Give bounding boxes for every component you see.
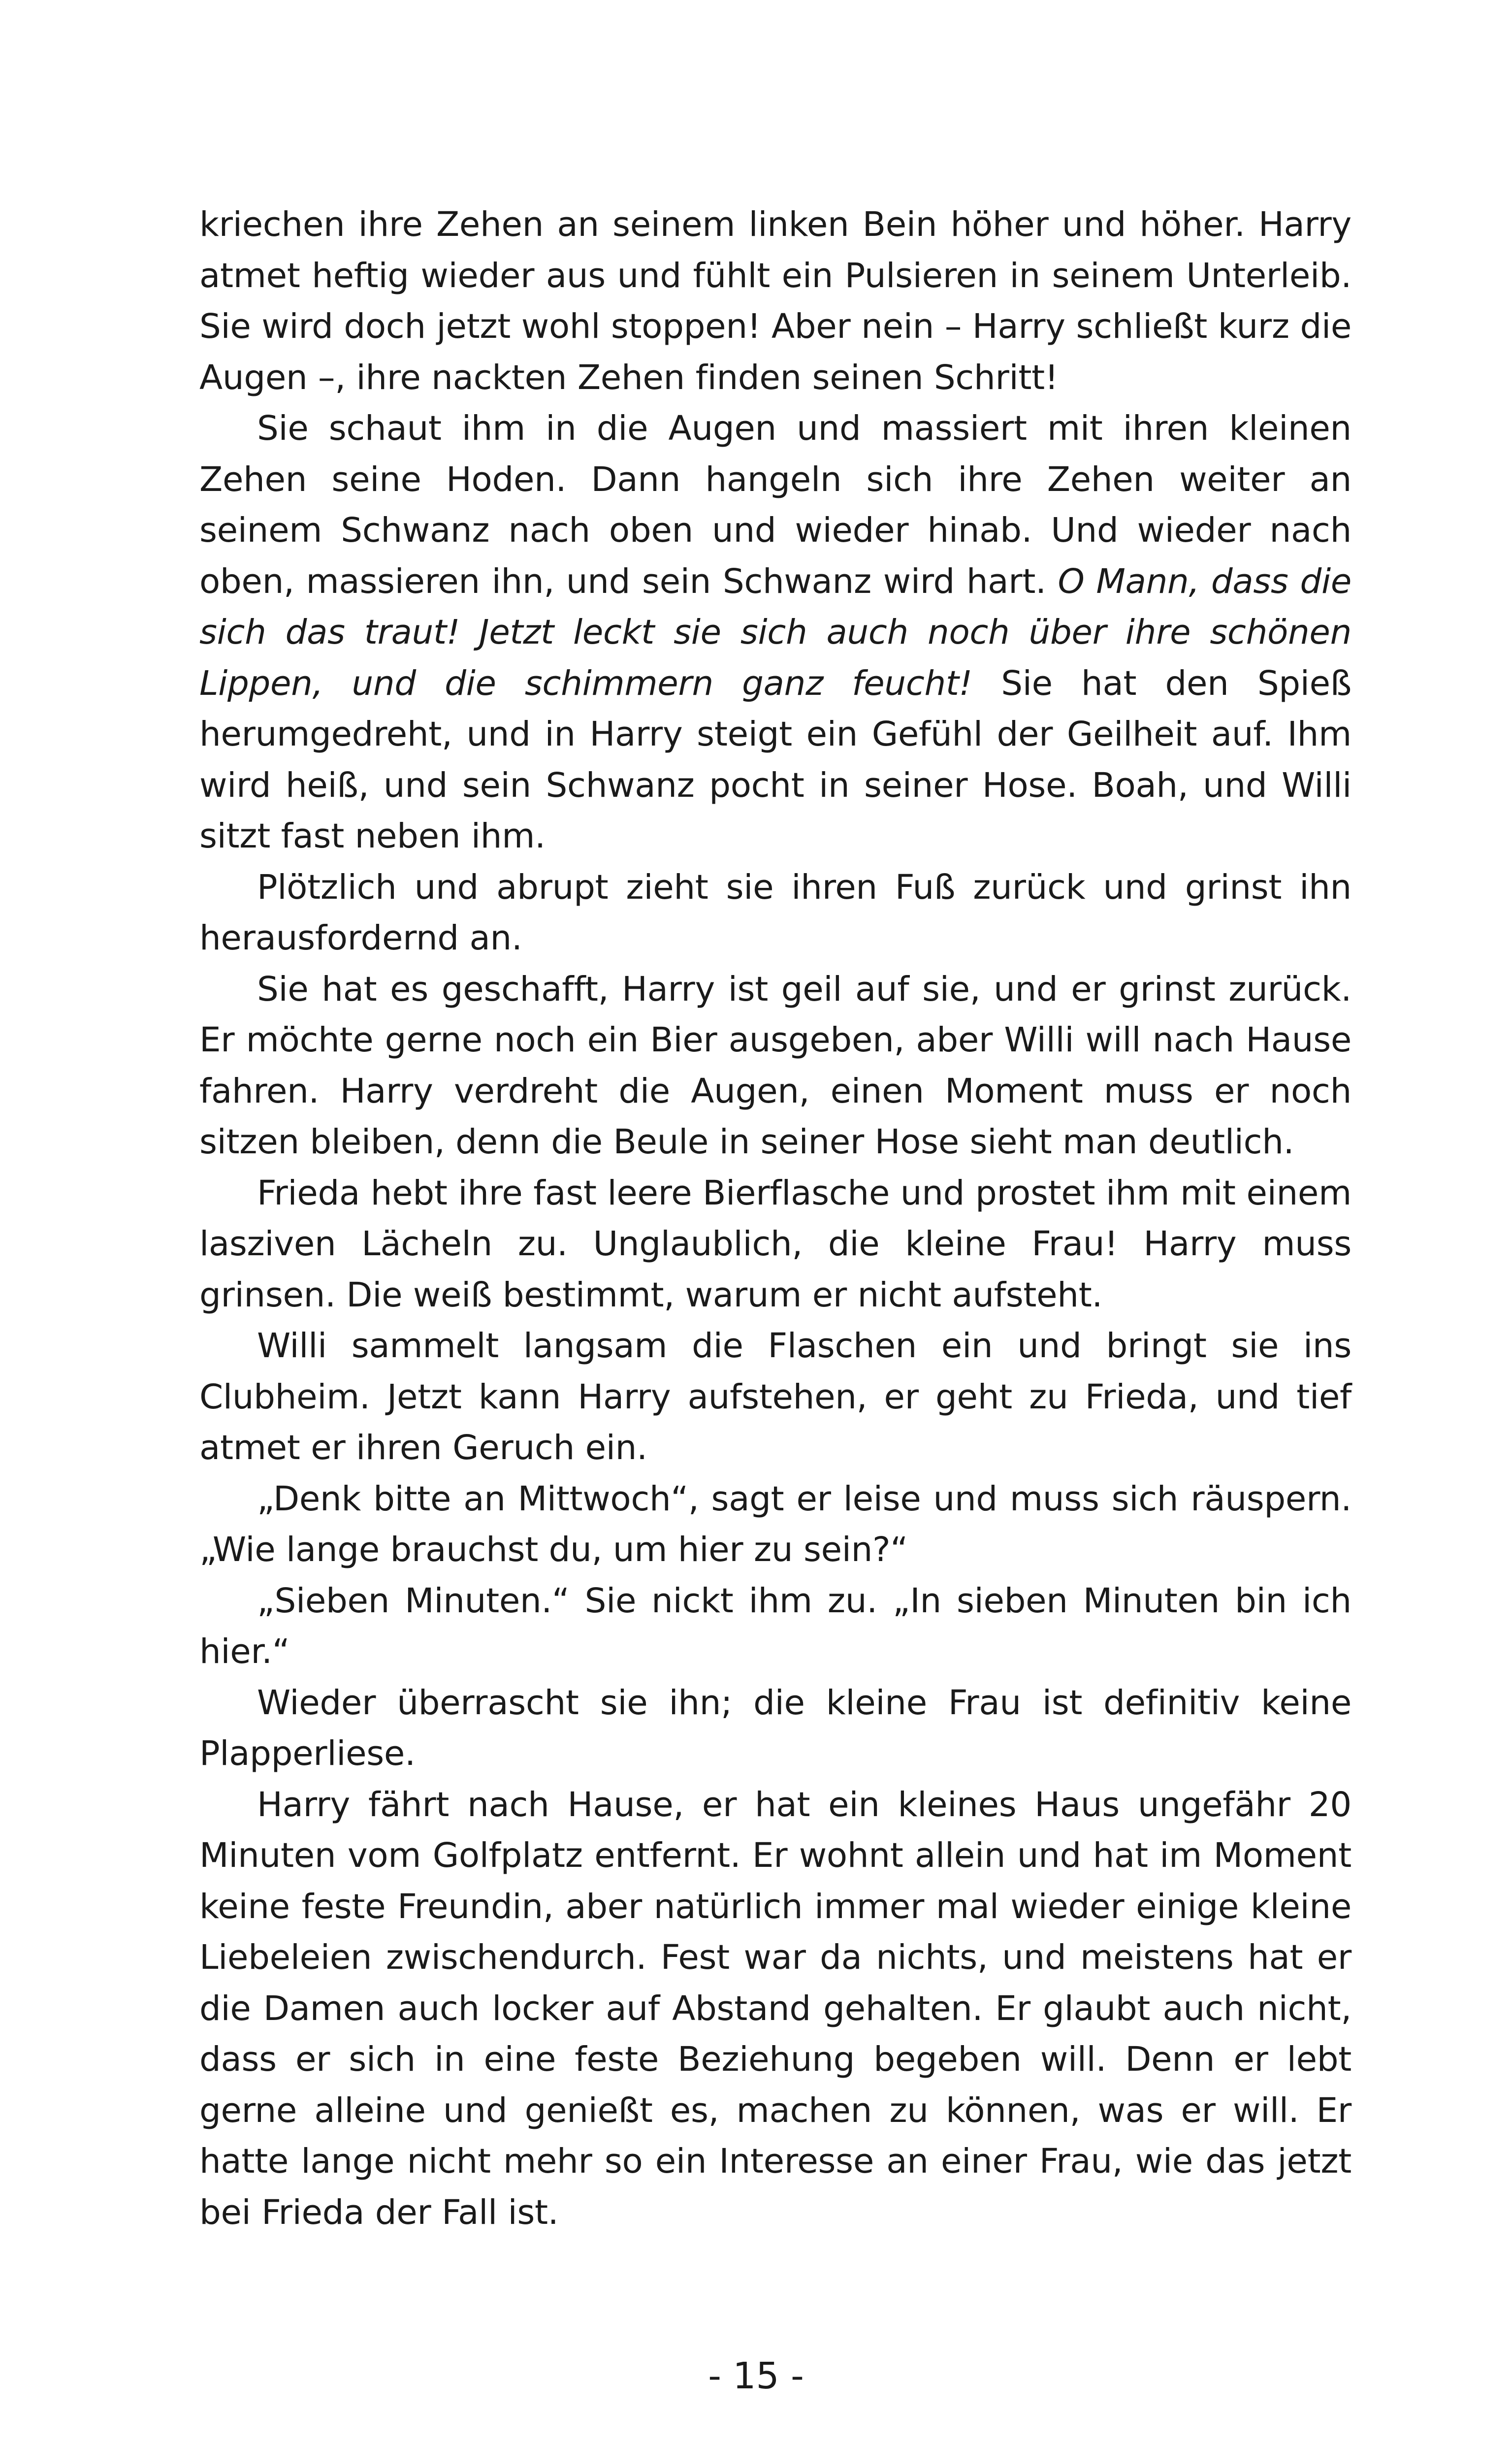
body-text: [199, 199, 1351, 2238]
paragraph-10: [199, 1780, 1351, 2239]
paragraph-5: [199, 1168, 1351, 1321]
paragraph-9: [199, 1678, 1351, 1780]
paragraph-text: Sie schaut ihm in die Augen und massiert mit ihren kleinen Zehen seine Hoden. Dann hangeln sich ihre Zehen weiter an seinem Schwanz nach oben und wieder hinab. Und wieder nach oben, massieren ihn, und sein Schwanz wird hart.: [199, 409, 1351, 601]
paragraph-4: [199, 964, 1351, 1168]
paragraph-text: Sie hat es geschafft, Harry ist geil auf sie, und er grinst zurück. Er möchte gerne noch ein Bier ausgeben, aber Willi will nach Hause fahren. Harry verdreht die Augen, einen Moment muss er noch sitzen bleiben, denn die Beule in seiner Hose sieht man deutlich.: [199, 969, 1351, 1162]
page-number: - 15 -: [708, 2355, 804, 2397]
paragraph-8: [199, 1576, 1351, 1678]
paragraph-7: [199, 1474, 1351, 1576]
paragraph-text: Harry fährt nach Hause, er hat ein kleines Haus ungefähr 20 Minuten vom Golfplatz entfernt. Er wohnt allein und hat im Moment keine feste Freundin, aber natürlich immer mal wieder einige kleine Liebeleien zwischendurch. Fest war da nichts, und meistens hat er die Damen auch locker auf Abstand gehalten. Er glaubt auch nicht, dass er sich in eine feste Beziehung begeben will. Denn er lebt gerne alleine und genießt es, machen zu können, was er will. Er hatte lange nicht mehr so ein Interesse an einer Frau, wie das jetzt bei Frieda der Fall ist.: [199, 1785, 1351, 2232]
paragraph-text: Sie hat den Spieß herumgedreht, und in Harry steigt ein Gefühl der Geilheit auf. Ihm wird heiß, und sein Schwanz pocht in seiner Hose. Boah, und Willi sitzt fast neben ihm.: [199, 663, 1351, 856]
paragraph-text: „Sieben Minuten.“ Sie nickt ihm zu. „In sieben Minuten bin ich hier.“: [199, 1581, 1351, 1671]
paragraph-text: Plötzlich und abrupt zieht sie ihren Fuß zurück und grinst ihn herausfordernd an.: [199, 867, 1351, 958]
paragraph-6: [199, 1321, 1351, 1474]
paragraph-text: Wieder überrascht sie ihn; die kleine Frau ist definitiv keine Plapperliese.: [199, 1683, 1351, 1773]
paragraph-text: Willi sammelt langsam die Flaschen ein und bringt sie ins Clubheim. Jetzt kann Harry aufstehen, er geht zu Frieda, und tief atmet er ihren Geruch ein.: [199, 1326, 1351, 1467]
italic-inner-thought: O Mann, dass die sich das traut! Jetzt leckt sie sich auch noch über ihre schönen Lippen, und die schimmern ganz feucht!: [199, 561, 1351, 703]
paragraph-1: [199, 199, 1351, 403]
paragraph-text: Frieda hebt ihre fast leere Bierflasche und prostet ihm mit einem lasziven Lächeln zu. Unglaublich, die kleine Frau! Harry muss grinsen. Die weiß bestimmt, warum er nicht aufsteht.: [199, 1173, 1351, 1315]
paragraph-3: [199, 862, 1351, 964]
paragraph-2: [199, 403, 1351, 862]
paragraph-text: kriechen ihre Zehen an seinem linken Bein höher und höher. Harry atmet heftig wieder aus und fühlt ein Pulsieren in seinem Unterleib. Sie wird doch jetzt wohl stoppen! Aber nein – Harry schließt kurz die Augen –, ihre nackten Zehen finden seinen Schritt!: [199, 205, 1351, 397]
paragraph-text: „Denk bitte an Mittwoch“, sagt er leise und muss sich räuspern. „Wie lange brauchst du, um hier zu sein?“: [199, 1479, 1351, 1569]
